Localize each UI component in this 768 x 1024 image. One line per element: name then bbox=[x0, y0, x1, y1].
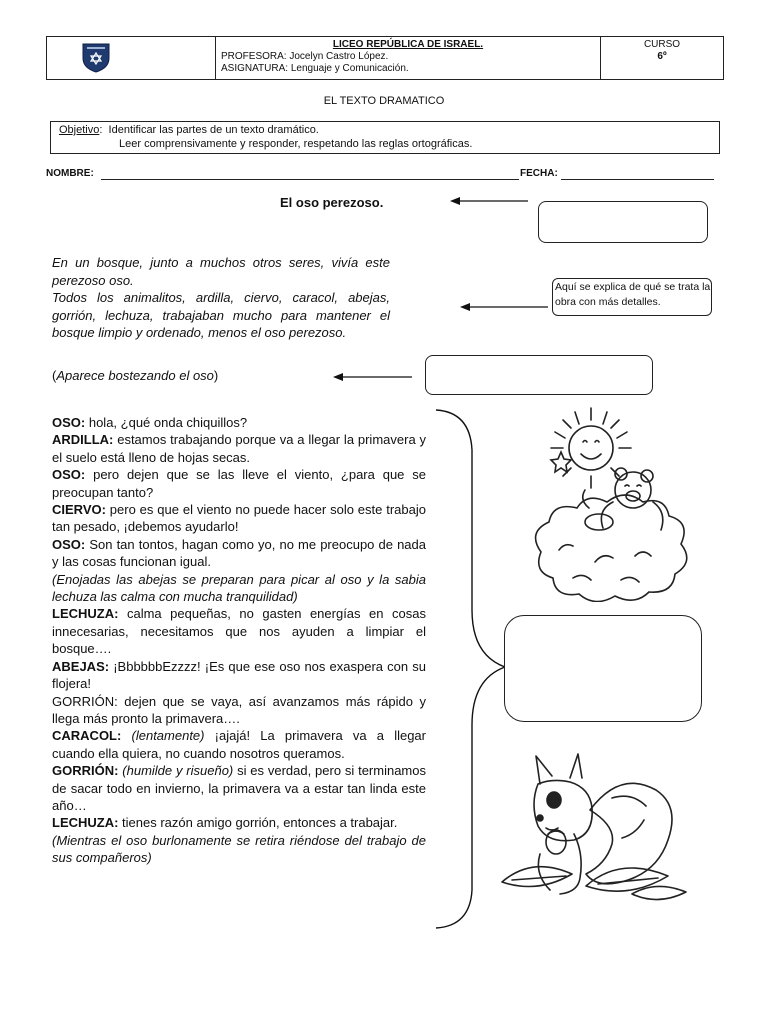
dialogue-line: GORRIÓN: dejen que se vaya, así avanzamos más rápido y llega más pronto la primavera…. bbox=[52, 693, 426, 726]
objective-line-1: Identificar las partes de un texto dramático. bbox=[108, 124, 319, 136]
school-name: LICEO REPÚBLICA DE ISRAEL. bbox=[332, 39, 484, 50]
date-field[interactable] bbox=[561, 179, 714, 180]
school-info-cell bbox=[216, 37, 601, 79]
sun-icon bbox=[551, 408, 631, 488]
dialogue-line: CIERVO: pero es que el viento no puede hacer solo este trabajo tan pesado, ¡debemos ayudarlo! bbox=[52, 502, 426, 535]
dialogue-line: GORRIÓN: (humilde y risueño) si es verdad, pero si terminamos de sacar todo en invierno, la primavera va a estar tan linda este año… bbox=[52, 763, 426, 813]
dialogue-line: ABEJAS: ¡BbbbbbEzzzz! ¡Es que ese oso nos exaspera con su flojera! bbox=[52, 658, 426, 692]
course-label: CURSO bbox=[643, 39, 681, 50]
bear-cloud-illustration bbox=[525, 402, 697, 602]
school-logo-icon bbox=[80, 41, 112, 73]
dialogue-line: OSO: pero dejen que se las lleve el viento, ¿para que se preocupan tanto? bbox=[52, 467, 426, 500]
dialogue-line: LECHUZA: calma pequeñas, no gasten energías en cosas innecesarias, necesitamos que nos ayuden a limpiar el bosque…. bbox=[52, 606, 426, 657]
arrow-left-icon bbox=[450, 197, 528, 205]
side-note: Aquí se explica de qué se trata la obra con más detalles. bbox=[552, 278, 712, 316]
dialogue-line: OSO: Son tan tontos, hagan como yo, no me preocupo de nada y las cosas funcionan igual. bbox=[52, 536, 426, 570]
dialogue bbox=[52, 414, 426, 867]
star-icon bbox=[551, 452, 571, 472]
dialogue-line: CARACOL: (lentamente) ¡ajajá! La primavera va a llegar cuando ella quiera, no cuando nosotros queramos. bbox=[52, 728, 426, 761]
objective-box: Objetivo: Identificar las partes de un texto dramático. Leer comprensivamente y responder, respetando las reglas ortográficas. bbox=[50, 121, 720, 154]
play-title: El oso perezoso. bbox=[280, 195, 384, 210]
arrow-left-icon bbox=[460, 303, 548, 311]
intro-paragraph-1: En un bosque, junto a muchos otros seres, vivía este perezoso oso. bbox=[52, 255, 390, 288]
dialogue-line: OSO: hola, ¿qué onda chiquillos? bbox=[52, 415, 248, 430]
stage-direction: (Aparece bostezando el oso) bbox=[52, 368, 219, 383]
dialogue-line: LECHUZA: tienes razón amigo gorrión, entonces a trabajar. bbox=[52, 815, 398, 831]
arrow-left-icon bbox=[333, 373, 412, 381]
document-title: EL TEXTO DRAMATICO bbox=[323, 95, 445, 107]
course-cell bbox=[601, 37, 723, 79]
logo-cell bbox=[47, 37, 216, 79]
answer-box-title[interactable] bbox=[538, 201, 708, 243]
squirrel-illustration bbox=[482, 748, 698, 908]
intro-text bbox=[52, 254, 390, 342]
objective-line-2: Leer comprensivamente y responder, respetando las reglas ortográficas. bbox=[119, 138, 473, 150]
dialogue-line: ARDILLA: estamos trabajando porque va a llegar la primavera y el suelo está lleno de hojas secas. bbox=[52, 432, 426, 465]
date-label: FECHA: bbox=[520, 168, 558, 179]
teacher-name: PROFESORA: Jocelyn Castro López. bbox=[221, 51, 389, 62]
leaf-icon bbox=[502, 867, 686, 900]
subject-name: ASIGNATURA: Lenguaje y Comunicación. bbox=[221, 63, 409, 74]
intro-paragraph-2: Todos los animalitos, ardilla, ciervo, caracol, abejas, gorrión, lechuza, trabajaban mucho para mantener el bosque limpio y ordenado, menos el oso perezoso. bbox=[52, 290, 390, 340]
squirrel-icon bbox=[534, 754, 672, 894]
answer-box-stage[interactable] bbox=[425, 355, 653, 395]
name-label: NOMBRE: bbox=[46, 168, 94, 179]
objective-label: Objetivo bbox=[59, 124, 100, 136]
header-table bbox=[46, 36, 724, 80]
cloud-icon bbox=[536, 495, 687, 602]
name-field[interactable] bbox=[101, 179, 519, 180]
answer-box-dialogue[interactable] bbox=[504, 615, 702, 722]
dialogue-stage-direction: (Mientras el oso burlonamente se retira riéndose del trabajo de sus compañeros) bbox=[52, 832, 426, 866]
dialogue-stage-direction: (Enojadas las abejas se preparan para picar al oso y la sabia lechuza las calma con mucha tranquilidad) bbox=[52, 571, 426, 605]
course-value: 6º bbox=[657, 51, 667, 62]
